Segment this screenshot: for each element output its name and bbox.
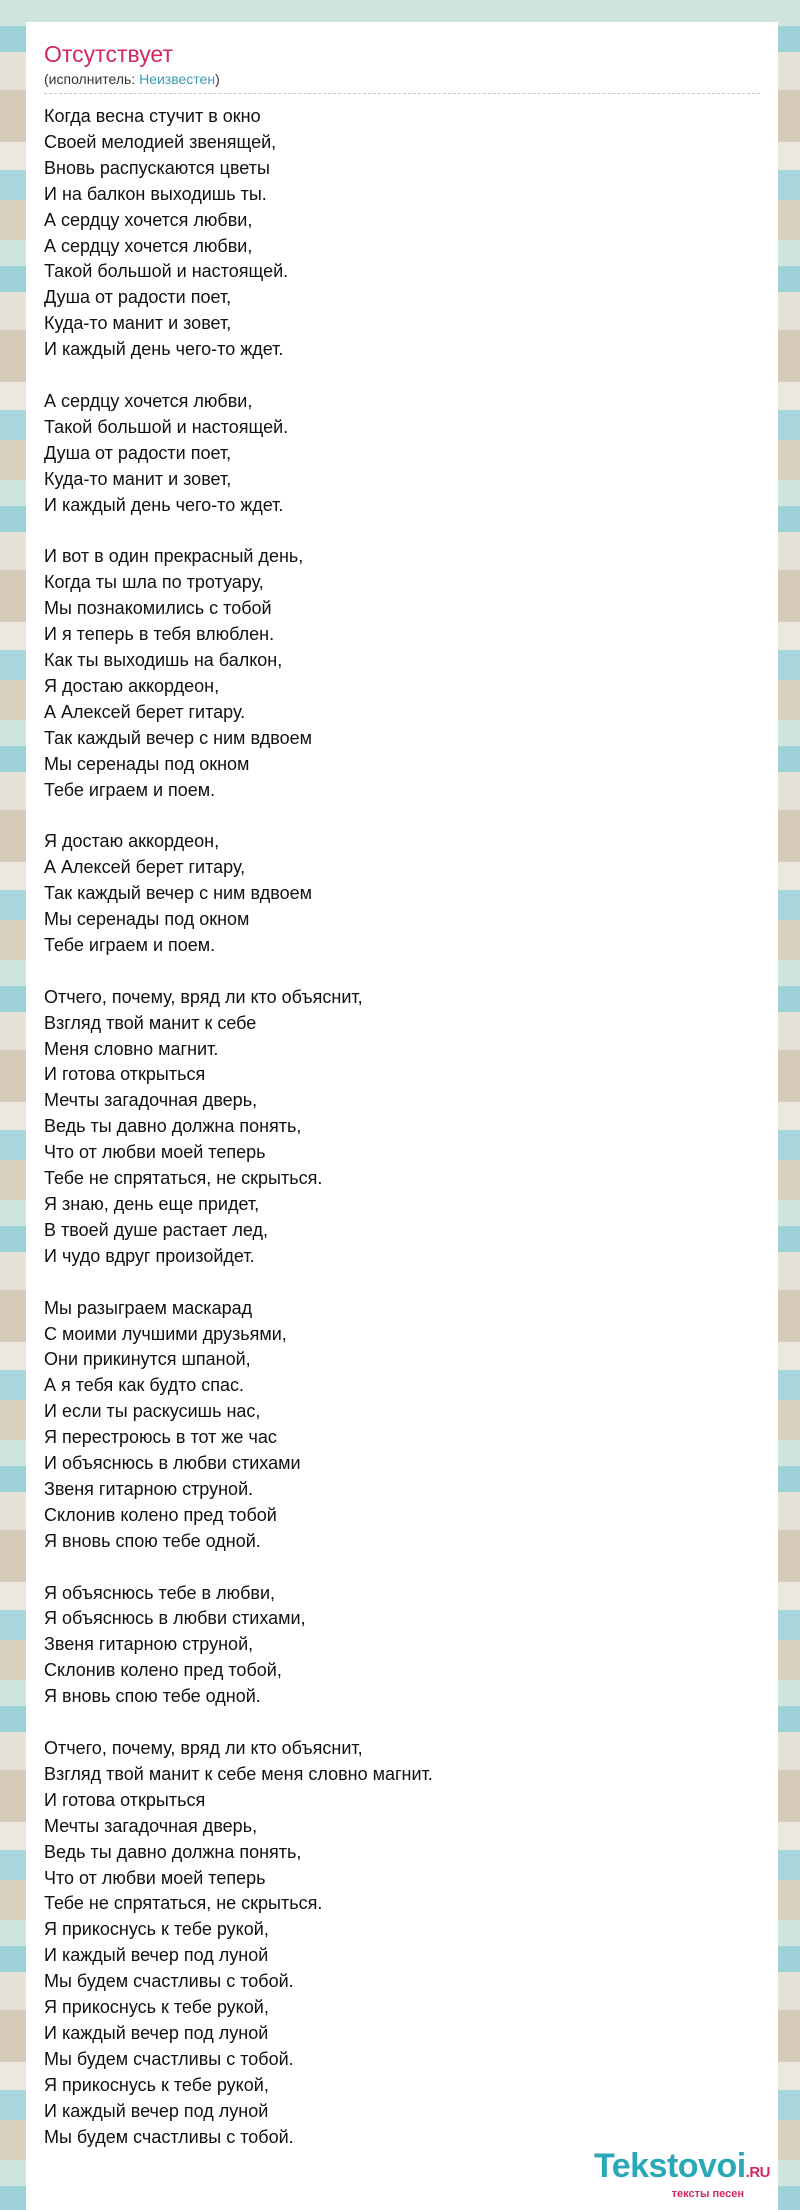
lyric-line: Что от любви моей теперь: [44, 1142, 266, 1163]
lyric-line: Тебе не спрятаться, не скрыться.: [44, 1893, 323, 1914]
lyric-line: Я вновь спою тебе одной.: [44, 1530, 261, 1551]
lyric-line: Меня словно магнит.: [44, 1038, 219, 1059]
lyric-line: Так каждый вечер с ним вдвоем: [44, 883, 313, 904]
lyric-line: Мы разыграем маскарад: [44, 1297, 253, 1318]
lyric-line: Мы будем счастливы с тобой.: [44, 2048, 294, 2069]
lyric-line: И если ты раскусишь нас,: [44, 1401, 261, 1422]
logo-tld: .RU: [745, 2164, 770, 2181]
stanza: [44, 389, 760, 519]
lyric-line: Я вновь спою тебе одной.: [44, 1686, 261, 1707]
lyric-line: Взгляд твой манит к себе меня словно магнит.: [44, 1763, 433, 1784]
lyric-line: Такой большой и настоящей.: [44, 261, 289, 282]
lyric-line: Мечты загадочная дверь,: [44, 1815, 258, 1836]
logo-tagline: тексты песен: [671, 2188, 744, 2200]
meta-suffix: ): [215, 71, 220, 87]
stanza: [44, 1581, 760, 1711]
lyric-line: И готова открыться: [44, 1789, 206, 1810]
lyric-line: Мы будем счастливы с тобой.: [44, 2126, 294, 2147]
stanza: [44, 544, 760, 803]
lyric-line: А сердцу хочется любви,: [44, 209, 253, 230]
lyric-line: Когда ты шла по тротуару,: [44, 572, 264, 593]
stanza: [44, 1296, 760, 1555]
lyric-line: И на балкон выходишь ты.: [44, 183, 267, 204]
lyric-line: Я достаю аккордеон,: [44, 831, 220, 852]
artist-link[interactable]: Неизвестен: [139, 71, 216, 87]
lyric-line: Ведь ты давно должна понять,: [44, 1841, 302, 1862]
lyric-line: И объяснюсь в любви стихами: [44, 1453, 301, 1474]
lyric-line: Душа от радости поет,: [44, 442, 232, 463]
lyrics-card: [26, 22, 778, 2210]
lyric-line: Они прикинутся шпаной,: [44, 1349, 251, 1370]
lyric-line: В твоей душе растает лед,: [44, 1219, 268, 1240]
lyric-line: И каждый день чего-то ждет.: [44, 339, 284, 360]
lyric-line: И каждый вечер под луной: [44, 2100, 269, 2121]
logo-wordmark: [594, 2149, 770, 2190]
lyric-line: Я прикоснусь к тебе рукой,: [44, 1997, 269, 2018]
lyric-line: И чудо вдруг произойдет.: [44, 1245, 255, 1266]
lyric-line: Когда весна стучит в окно: [44, 106, 261, 126]
lyric-line: Куда-то манит и зовет,: [44, 468, 232, 489]
lyric-line: Я перестроюсь в тот же час: [44, 1427, 277, 1448]
lyric-line: Куда-то манит и зовет,: [44, 313, 232, 334]
lyric-line: И каждый вечер под луной: [44, 2022, 269, 2043]
lyric-line: Взгляд твой манит к себе: [44, 1012, 257, 1033]
meta-prefix: (исполнитель:: [44, 71, 140, 87]
lyric-line: А Алексей берет гитару.: [44, 701, 246, 722]
logo-name: Tekstovoi: [593, 2147, 746, 2185]
lyric-line: Как ты выходишь на балкон,: [44, 650, 283, 670]
song-meta: [44, 70, 760, 88]
lyric-line: Звеня гитарною струной,: [44, 1634, 254, 1655]
lyric-line: И я теперь в тебя влюблен.: [44, 624, 275, 645]
lyric-line: Я достаю аккордеон,: [44, 675, 220, 696]
lyric-line: Такой большой и настоящей.: [44, 416, 289, 437]
lyrics-text: [44, 104, 760, 2150]
lyric-line: Я прикоснусь к тебе рукой,: [44, 2074, 269, 2095]
lyric-line: Мы будем счастливы с тобой.: [44, 1971, 294, 1992]
lyric-line: С моими лучшими друзьями,: [44, 1323, 287, 1344]
lyric-line: Я прикоснусь к тебе рукой,: [44, 1919, 269, 1940]
lyric-line: Тебе играем и поем.: [44, 779, 216, 800]
lyric-line: Я знаю, день еще придет,: [44, 1194, 260, 1214]
lyric-line: Я объяснюсь в любви стихами,: [44, 1608, 306, 1629]
lyric-line: Тебе играем и поем.: [44, 934, 216, 955]
divider: [44, 93, 760, 94]
lyric-line: Ведь ты давно должна понять,: [44, 1116, 302, 1137]
lyric-line: А Алексей берет гитару,: [44, 857, 246, 878]
lyric-line: Мечты загадочная дверь,: [44, 1090, 258, 1111]
lyric-line: И каждый день чего-то ждет.: [44, 494, 284, 515]
lyric-line: Отчего, почему, вряд ли кто объяснит,: [44, 986, 363, 1007]
lyric-line: И вот в один прекрасный день,: [44, 546, 304, 567]
lyric-line: Что от любви моей теперь: [44, 1867, 266, 1888]
lyric-line: Своей мелодией звенящей,: [44, 131, 277, 152]
stanza: [44, 985, 760, 1270]
lyric-line: Мы серенады под окном: [44, 753, 250, 774]
lyric-line: Звеня гитарною струной.: [44, 1478, 254, 1499]
lyric-line: А сердцу хочется любви,: [44, 235, 253, 256]
lyric-line: Я объяснюсь тебе в любви,: [44, 1582, 276, 1603]
stanza: [44, 829, 760, 959]
lyric-line: Мы серенады под окном: [44, 909, 250, 930]
stanza: [44, 1736, 760, 2151]
lyric-line: Мы познакомились с тобой: [44, 598, 272, 619]
site-logo[interactable]: [594, 2149, 770, 2200]
lyric-line: Так каждый вечер с ним вдвоем: [44, 727, 313, 748]
lyric-line: Душа от радости поет,: [44, 287, 232, 308]
lyric-line: Склонив колено пред тобой,: [44, 1660, 282, 1681]
lyric-line: Отчего, почему, вряд ли кто объяснит,: [44, 1737, 363, 1758]
lyric-line: А сердцу хочется любви,: [44, 390, 253, 411]
stanza: [44, 104, 760, 363]
lyric-line: Склонив колено пред тобой: [44, 1504, 277, 1525]
lyric-line: Вновь распускаются цветы: [44, 157, 270, 178]
song-title: Отсутствует: [44, 41, 173, 67]
lyric-line: И каждый вечер под луной: [44, 1945, 269, 1966]
lyric-line: И готова открыться: [44, 1064, 206, 1085]
lyric-line: Тебе не спрятаться, не скрыться.: [44, 1168, 323, 1189]
lyric-line: А я тебя как будто спас.: [44, 1375, 245, 1396]
